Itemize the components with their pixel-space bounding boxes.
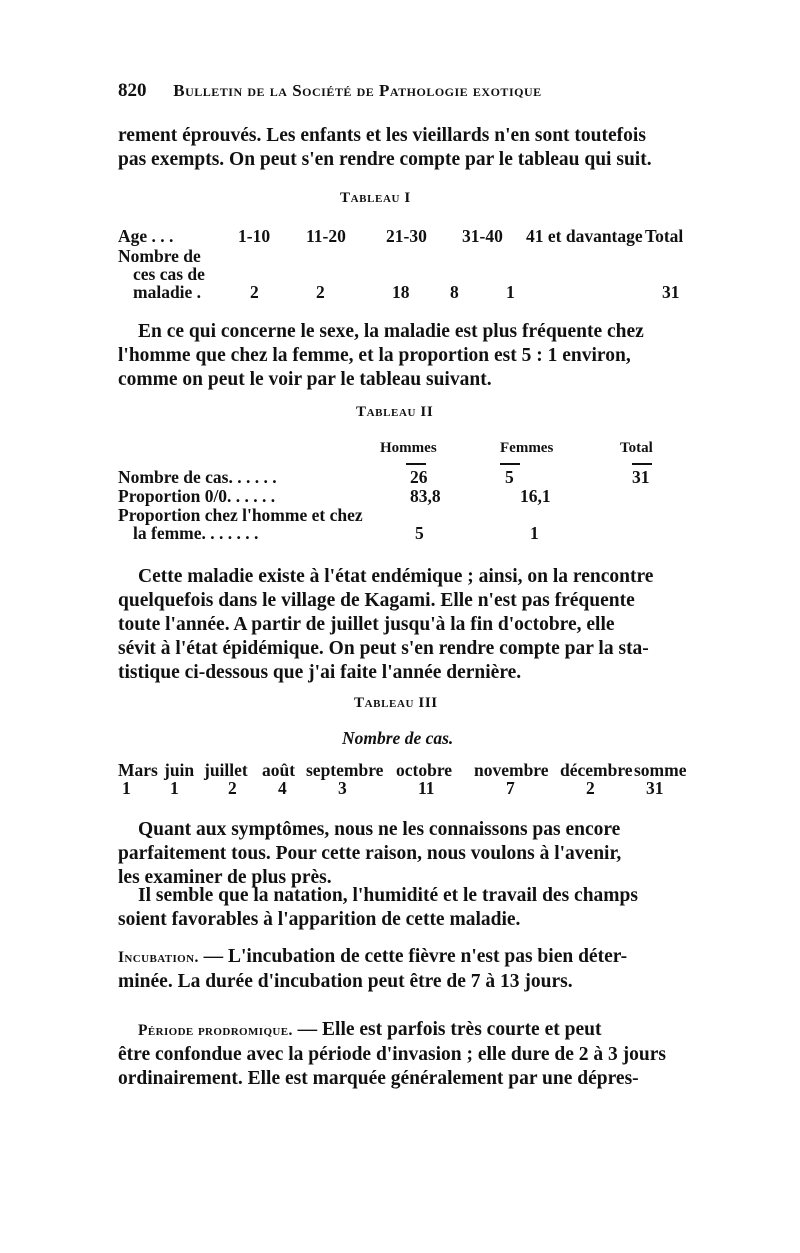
paragraph-endemic xyxy=(118,565,686,685)
section-incubation xyxy=(118,945,686,994)
section-heading: Période prodromique. xyxy=(138,1022,293,1039)
text-line: En ce qui concerne le sexe, la maladie est plus fréquente chez xyxy=(138,321,644,342)
table3-value: 3 xyxy=(338,778,347,798)
page-number: 820 xyxy=(118,80,147,101)
text-line: parfaitement tous. Pour cette raison, nous voulons à l'avenir, xyxy=(118,843,622,864)
table2-row-label: Proportion 0/0. . . . . . xyxy=(118,486,276,506)
table2-value: 31 xyxy=(632,467,650,487)
table2-header-rule xyxy=(632,463,652,465)
text-line: — L'incubation de cette fièvre n'est pas bien déter- xyxy=(203,946,628,967)
table1-value: 18 xyxy=(392,282,410,302)
text-line: tistique ci-dessous que j'ai faite l'année dernière. xyxy=(118,662,522,683)
table3-subcaption: Nombre de cas. xyxy=(342,728,454,748)
text-line: pas exempts. On peut s'en rendre compte par le tableau qui suit. xyxy=(118,149,652,170)
table2-header: Total xyxy=(620,440,653,456)
table3-value: 7 xyxy=(506,778,515,798)
section-heading: Incubation. xyxy=(118,949,199,966)
table1-row-label: ces cas de xyxy=(133,264,205,284)
text-line: être confondue avec la période d'invasion ; elle dure de 2 à 3 jours xyxy=(118,1044,666,1065)
table3-header: Mars xyxy=(118,760,158,780)
table3-header: octobre xyxy=(396,760,453,780)
text-line: Quant aux symptômes, nous ne les connaissons pas encore xyxy=(138,819,621,840)
table2-caption: Tableau II xyxy=(356,404,434,420)
table3-caption: Tableau III xyxy=(354,695,438,711)
running-header xyxy=(118,80,542,102)
text-line: ordinairement. Elle est marquée généralement par une dépres- xyxy=(118,1068,639,1089)
text-line: — Elle est parfois très courte et peut xyxy=(297,1019,602,1040)
text-line: toute l'année. A partir de juillet jusqu'à la fin d'octobre, elle xyxy=(118,614,615,635)
table2-header-rule xyxy=(500,463,520,465)
table3-header: novembre xyxy=(474,760,549,780)
table1-header: 41 et davantage xyxy=(526,226,643,246)
table1-value: 31 xyxy=(662,282,680,302)
table3-value: 1 xyxy=(122,778,131,798)
text-line: minée. La durée d'incubation peut être de 7 à 13 jours. xyxy=(118,971,573,992)
table3-value: 2 xyxy=(228,778,237,798)
text-line: les examiner de plus près. xyxy=(118,867,332,888)
table1-value: 8 xyxy=(450,282,459,302)
table3-value: 4 xyxy=(278,778,287,798)
table3-value: 31 xyxy=(646,778,664,798)
text-line: sévit à l'état épidémique. On peut s'en rendre compte par la sta- xyxy=(118,638,649,659)
table3-value: 1 xyxy=(170,778,179,798)
text-line: soient favorables à l'apparition de cette maladie. xyxy=(118,909,521,930)
table1-caption: Tableau I xyxy=(340,190,411,206)
paragraph-symptoms xyxy=(118,818,686,890)
table3-value: 2 xyxy=(586,778,595,798)
table1-header: 1-10 xyxy=(238,226,271,246)
table2-row-label: Proportion chez l'homme et chez xyxy=(118,505,363,525)
table1-header: 11-20 xyxy=(306,226,346,246)
table2-value: 16,1 xyxy=(520,486,551,506)
table3-value: 11 xyxy=(418,778,435,798)
intro-paragraph xyxy=(118,124,686,172)
table2-row-label: Nombre de cas. . . . . . xyxy=(118,467,277,487)
table1-header: 31-40 xyxy=(462,226,503,246)
table2-header-rule xyxy=(406,463,426,465)
text-line: l'homme que chez la femme, et la proportion est 5 : 1 environ, xyxy=(118,345,631,366)
table3-header: somme xyxy=(634,760,687,780)
section-prodromique xyxy=(118,1018,686,1091)
table1-header: 21-30 xyxy=(386,226,427,246)
table1-header-total: Total xyxy=(645,226,684,246)
text-line: Il semble que la natation, l'humidité et le travail des champs xyxy=(138,885,638,906)
table2-value: 5 xyxy=(415,523,424,543)
text-line: Cette maladie existe à l'état endémique ; ainsi, on la rencontre xyxy=(138,566,654,587)
text-line: quelquefois dans le village de Kagami. Elle n'est pas fréquente xyxy=(118,590,635,611)
table2-row-label-cont: la femme. . . . . . . xyxy=(133,523,259,543)
journal-title: Bulletin de la Société de Pathologie exotique xyxy=(173,81,542,100)
table2-value: 1 xyxy=(530,523,539,543)
table2-value: 26 xyxy=(410,467,428,487)
table2-header: Hommes xyxy=(380,440,437,456)
table2-header: Femmes xyxy=(500,440,554,456)
table3-header: juillet xyxy=(204,760,248,780)
table1-value: 2 xyxy=(250,282,259,302)
table1-value: 2 xyxy=(316,282,325,302)
table2-value: 5 xyxy=(505,467,514,487)
table1-header-age: Age . . . xyxy=(118,226,174,246)
table3-header: septembre xyxy=(306,760,384,780)
text-line: rement éprouvés. Les enfants et les vieillards n'en sont toutefois xyxy=(118,125,646,146)
table3-header: décembre xyxy=(560,760,633,780)
text-line: comme on peut le voir par le tableau suivant. xyxy=(118,369,492,390)
table1-row-label: Nombre de xyxy=(118,246,201,266)
table2-value: 83,8 xyxy=(410,486,441,506)
table3-header: juin xyxy=(164,760,195,780)
table1-row-label: maladie . xyxy=(133,282,202,302)
table3-header: août xyxy=(262,760,296,780)
paragraph-factors xyxy=(118,884,686,932)
table1-value: 1 xyxy=(506,282,515,302)
paragraph-sex xyxy=(118,320,686,392)
